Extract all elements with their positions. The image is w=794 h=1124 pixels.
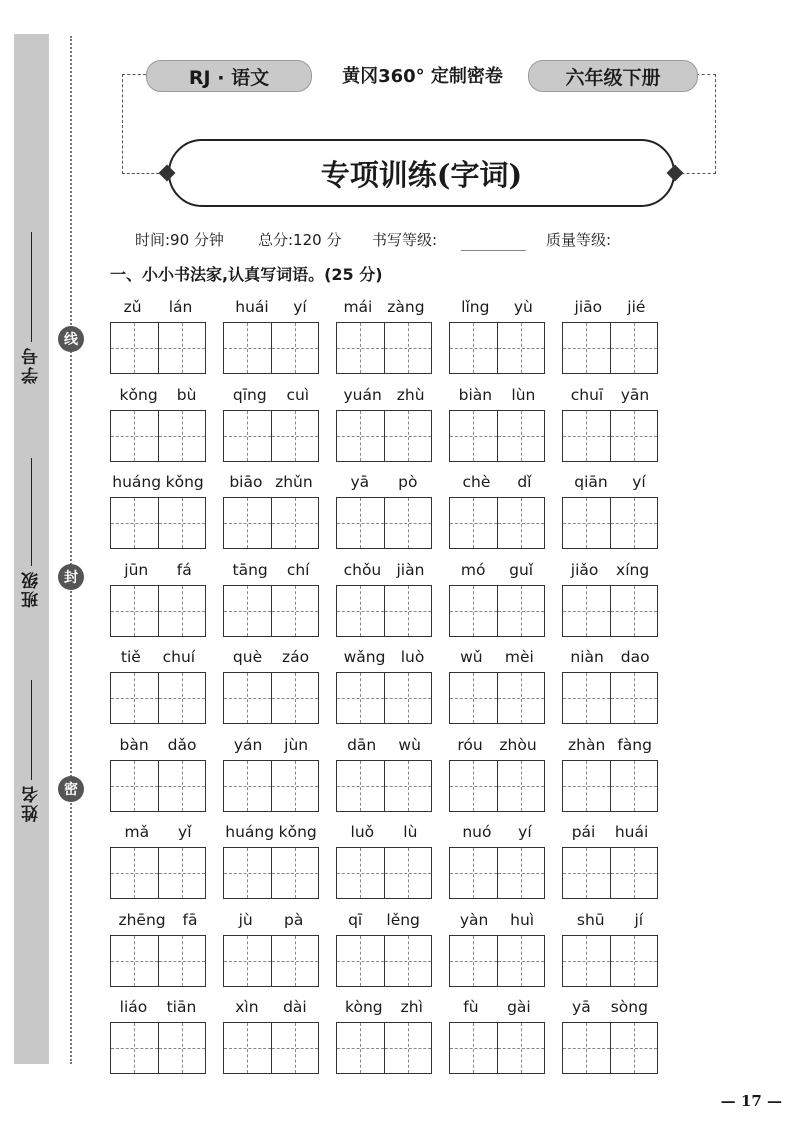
writing-boxes: [449, 672, 545, 724]
writing-boxes: [562, 672, 658, 724]
writing-cell[interactable]: [384, 672, 432, 724]
writing-cell[interactable]: [158, 497, 206, 549]
writing-boxes: [110, 760, 206, 812]
writing-boxes: [336, 935, 432, 987]
writing-grade-info: 书写等级:: [372, 231, 438, 249]
writing-cell[interactable]: [158, 847, 206, 899]
pinyin: [223, 471, 319, 493]
writing-cell[interactable]: [610, 410, 658, 462]
pinyin-syllable: sòng: [610, 998, 648, 1016]
pinyin-syllable: wǎng: [343, 648, 386, 666]
pinyin-syllable: yí: [293, 298, 307, 316]
pinyin: [110, 821, 206, 843]
page-number: — 17 —: [720, 1092, 782, 1110]
writing-boxes: [562, 760, 658, 812]
pinyin-syllable: wǔ: [460, 648, 483, 666]
name-field: [14, 680, 49, 822]
writing-cell[interactable]: [158, 585, 206, 637]
pinyin-syllable: yàn: [459, 910, 489, 929]
pinyin: [110, 996, 206, 1018]
writing-boxes: [449, 585, 545, 637]
pinyin: [449, 646, 545, 668]
pinyin-syllable: huái: [235, 298, 269, 316]
pinyin-syllable: lán: [168, 298, 193, 316]
pinyin: [336, 559, 432, 581]
writing-boxes: [223, 1022, 319, 1074]
pinyin-syllable: zhù: [396, 385, 425, 404]
pinyin-syllable: fá: [176, 560, 192, 579]
writing-boxes: [449, 410, 545, 462]
cut-line: [70, 36, 72, 1064]
writing-cell[interactable]: [271, 585, 319, 637]
writing-cell[interactable]: [562, 410, 610, 462]
writing-boxes: [223, 410, 319, 462]
writing-boxes: [223, 585, 319, 637]
pinyin-syllable: huáng: [225, 823, 275, 841]
writing-boxes: [223, 497, 319, 549]
pinyin-syllable: huái: [614, 823, 649, 841]
pinyin: [223, 734, 319, 756]
writing-boxes: [336, 410, 432, 462]
header-connector: [122, 74, 123, 174]
writing-cell[interactable]: [562, 935, 610, 987]
pinyin-syllable: róu: [457, 735, 483, 754]
pinyin: [110, 734, 206, 756]
writing-cell[interactable]: [336, 410, 384, 462]
pinyin-syllable: jié: [627, 298, 646, 316]
pinyin-syllable: chè: [462, 473, 491, 491]
writing-cell[interactable]: [223, 585, 271, 637]
pinyin: [223, 996, 319, 1018]
pinyin-syllable: mèi: [504, 648, 534, 666]
pinyin-syllable: zhòu: [499, 735, 537, 754]
page-title: 专项训练(字词): [168, 139, 675, 207]
writing-cell[interactable]: [497, 1022, 545, 1074]
pinyin-syllable: jiāo: [574, 298, 603, 316]
pinyin: [449, 909, 545, 931]
writing-cell[interactable]: [562, 672, 610, 724]
pinyin: [223, 909, 319, 931]
pinyin-syllable: záo: [281, 648, 310, 666]
writing-cell[interactable]: [449, 410, 497, 462]
pinyin-syllable: shū: [576, 910, 605, 929]
writing-boxes: [223, 847, 319, 899]
pinyin: [336, 296, 432, 318]
writing-cell[interactable]: [384, 585, 432, 637]
writing-boxes: [336, 672, 432, 724]
pinyin-syllable: zhēng: [118, 910, 166, 929]
writing-cell[interactable]: [110, 760, 158, 812]
writing-boxes: [336, 322, 432, 374]
name-label: 姓名: [22, 784, 42, 822]
writing-cell[interactable]: [497, 672, 545, 724]
writing-cell[interactable]: [158, 935, 206, 987]
section-heading: 一、小小书法家,认真写词语。(25 分): [110, 265, 383, 284]
writing-cell[interactable]: [223, 847, 271, 899]
writing-cell[interactable]: [110, 847, 158, 899]
writing-boxes: [562, 585, 658, 637]
pinyin: [449, 996, 545, 1018]
writing-cell[interactable]: [271, 1022, 319, 1074]
writing-cell[interactable]: [497, 760, 545, 812]
pinyin-syllable: dǐ: [517, 473, 532, 491]
pinyin: [449, 559, 545, 581]
pinyin-syllable: huáng: [112, 473, 162, 491]
writing-cell[interactable]: [271, 497, 319, 549]
writing-boxes: [562, 322, 658, 374]
header-connector: [696, 74, 716, 75]
pinyin-syllable: mǎ: [124, 823, 150, 841]
writing-cell[interactable]: [497, 322, 545, 374]
writing-boxes: [110, 585, 206, 637]
pinyin-syllable: chǒu: [343, 560, 382, 579]
writing-boxes: [336, 585, 432, 637]
writing-boxes: [336, 497, 432, 549]
writing-cell[interactable]: [610, 935, 658, 987]
writing-boxes: [223, 935, 319, 987]
pinyin-syllable: wù: [398, 735, 421, 754]
header-connector: [122, 74, 146, 75]
writing-cell[interactable]: [610, 760, 658, 812]
writing-cell[interactable]: [384, 1022, 432, 1074]
writing-cell[interactable]: [110, 585, 158, 637]
writing-cell[interactable]: [223, 935, 271, 987]
student-id-field: [14, 232, 49, 384]
pinyin-syllable: chí: [286, 560, 310, 579]
pinyin: [336, 734, 432, 756]
writing-cell[interactable]: [610, 847, 658, 899]
writing-cell[interactable]: [562, 1022, 610, 1074]
pinyin-syllable: guǐ: [509, 560, 534, 579]
pinyin-syllable: biàn: [458, 385, 493, 404]
pinyin: [449, 384, 545, 406]
subject-badge: RJ · 语文: [146, 60, 312, 92]
writing-boxes: [110, 847, 206, 899]
writing-cell[interactable]: [610, 497, 658, 549]
pinyin: [110, 296, 206, 318]
writing-cell[interactable]: [158, 1022, 206, 1074]
writing-boxes: [110, 935, 206, 987]
writing-grade-blank: [461, 250, 526, 251]
writing-cell[interactable]: [223, 322, 271, 374]
writing-cell[interactable]: [384, 322, 432, 374]
pinyin-syllable: tiān: [166, 998, 197, 1016]
pinyin-syllable: chuī: [570, 385, 604, 404]
writing-boxes: [562, 847, 658, 899]
pinyin-syllable: jù: [238, 910, 253, 929]
writing-cell[interactable]: [497, 585, 545, 637]
pinyin-syllable: yuán: [343, 385, 382, 404]
pinyin-syllable: lǐng: [461, 298, 490, 316]
writing-boxes: [223, 322, 319, 374]
writing-cell[interactable]: [336, 1022, 384, 1074]
series-title: 黄冈360° 定制密卷: [342, 66, 503, 87]
pinyin: [110, 559, 206, 581]
pinyin: [336, 909, 432, 931]
pinyin-syllable: zhàn: [568, 735, 606, 754]
writing-cell[interactable]: [271, 410, 319, 462]
pinyin: [449, 821, 545, 843]
seal-seal: 封: [58, 564, 84, 590]
pinyin-syllable: huì: [510, 910, 535, 929]
pinyin-syllable: yā: [350, 473, 370, 491]
pinyin-syllable: jiǎo: [570, 560, 599, 579]
pinyin-syllable: yān: [620, 385, 650, 404]
pinyin-syllable: xìn: [235, 998, 259, 1016]
pinyin-syllable: qiān: [574, 473, 608, 491]
header-connector: [715, 74, 716, 174]
pinyin: [562, 559, 658, 581]
pinyin-syllable: yí: [518, 823, 532, 841]
writing-cell[interactable]: [223, 672, 271, 724]
pinyin-syllable: liáo: [119, 998, 148, 1016]
writing-cell[interactable]: [336, 322, 384, 374]
writing-cell[interactable]: [449, 322, 497, 374]
writing-cell[interactable]: [271, 672, 319, 724]
pinyin-syllable: lěng: [386, 910, 420, 929]
writing-cell[interactable]: [223, 497, 271, 549]
pinyin-syllable: què: [232, 648, 263, 666]
pinyin-syllable: chuí: [162, 648, 196, 666]
pinyin: [562, 996, 658, 1018]
pinyin: [562, 296, 658, 318]
writing-boxes: [449, 935, 545, 987]
writing-cell[interactable]: [497, 497, 545, 549]
writing-boxes: [336, 847, 432, 899]
writing-cell[interactable]: [610, 322, 658, 374]
writing-boxes: [110, 497, 206, 549]
writing-boxes: [562, 410, 658, 462]
writing-cell[interactable]: [223, 410, 271, 462]
writing-cell[interactable]: [223, 1022, 271, 1074]
writing-cell[interactable]: [336, 585, 384, 637]
writing-boxes: [449, 1022, 545, 1074]
writing-boxes: [110, 322, 206, 374]
pinyin-syllable: pái: [571, 823, 596, 841]
quality-grade-info: 质量等级:: [546, 231, 612, 249]
writing-cell[interactable]: [110, 497, 158, 549]
writing-cell[interactable]: [384, 410, 432, 462]
pinyin-syllable: bù: [176, 385, 197, 404]
pinyin-syllable: yā: [572, 998, 591, 1016]
writing-cell[interactable]: [336, 672, 384, 724]
pinyin-syllable: lù: [403, 823, 418, 841]
pinyin-syllable: yí: [632, 473, 646, 491]
pinyin: [223, 821, 319, 843]
writing-cell[interactable]: [562, 585, 610, 637]
pinyin-syllable: biāo: [229, 473, 263, 491]
pinyin-syllable: fù: [463, 998, 479, 1016]
pinyin: [223, 646, 319, 668]
pinyin: [110, 646, 206, 668]
writing-cell[interactable]: [562, 847, 610, 899]
pinyin-syllable: dān: [347, 735, 377, 754]
writing-cell[interactable]: [449, 672, 497, 724]
pinyin: [449, 296, 545, 318]
writing-cell[interactable]: [110, 1022, 158, 1074]
score-info: 总分:120 分: [258, 231, 342, 249]
pinyin: [110, 471, 206, 493]
writing-cell[interactable]: [271, 847, 319, 899]
pinyin: [562, 471, 658, 493]
pinyin-syllable: kǒng: [165, 473, 204, 491]
writing-cell[interactable]: [158, 672, 206, 724]
pinyin-syllable: pò: [398, 473, 418, 491]
pinyin-syllable: kǒng: [278, 823, 317, 841]
writing-boxes: [336, 1022, 432, 1074]
writing-cell[interactable]: [610, 1022, 658, 1074]
pinyin-syllable: qī: [348, 910, 363, 929]
pinyin-syllable: fā: [182, 910, 198, 929]
pinyin-syllable: fàng: [617, 735, 652, 754]
pinyin-syllable: tiě: [120, 648, 141, 666]
pinyin: [336, 646, 432, 668]
pinyin-syllable: zhǔn: [275, 473, 313, 491]
writing-cell[interactable]: [384, 847, 432, 899]
seal-secret: 密: [58, 776, 84, 802]
writing-cell[interactable]: [158, 410, 206, 462]
pinyin: [562, 734, 658, 756]
writing-boxes: [562, 497, 658, 549]
writing-boxes: [223, 760, 319, 812]
pinyin-syllable: yán: [233, 735, 263, 754]
pinyin: [449, 471, 545, 493]
pinyin: [562, 909, 658, 931]
pinyin-syllable: jiàn: [396, 560, 425, 579]
grade-badge: 六年级下册: [528, 60, 698, 92]
pinyin-syllable: tāng: [232, 560, 268, 579]
writing-cell[interactable]: [449, 497, 497, 549]
writing-cell[interactable]: [562, 497, 610, 549]
writing-cell[interactable]: [610, 672, 658, 724]
writing-cell[interactable]: [158, 760, 206, 812]
pinyin-syllable: zǔ: [123, 298, 142, 316]
pinyin-syllable: dài: [283, 998, 307, 1016]
writing-cell[interactable]: [497, 410, 545, 462]
writing-cell[interactable]: [110, 410, 158, 462]
writing-cell[interactable]: [449, 585, 497, 637]
writing-cell[interactable]: [336, 497, 384, 549]
pinyin-syllable: dao: [620, 648, 650, 666]
writing-cell[interactable]: [158, 322, 206, 374]
writing-boxes: [110, 672, 206, 724]
pinyin-syllable: dǎo: [167, 735, 197, 754]
writing-cell[interactable]: [384, 935, 432, 987]
class-label: 班级: [22, 570, 42, 608]
writing-cell[interactable]: [336, 847, 384, 899]
pinyin-syllable: jí: [634, 910, 644, 929]
pinyin-syllable: yǐ: [178, 823, 192, 841]
pinyin: [336, 821, 432, 843]
writing-cell[interactable]: [271, 322, 319, 374]
writing-cell[interactable]: [610, 585, 658, 637]
pinyin-syllable: zhì: [400, 998, 423, 1016]
pinyin-syllable: kòng: [345, 998, 383, 1016]
writing-cell[interactable]: [110, 672, 158, 724]
writing-cell[interactable]: [336, 935, 384, 987]
writing-cell[interactable]: [497, 935, 545, 987]
class-field: [14, 458, 49, 608]
writing-cell[interactable]: [562, 322, 610, 374]
writing-cell[interactable]: [449, 1022, 497, 1074]
writing-boxes: [449, 760, 545, 812]
pinyin-syllable: kǒng: [119, 385, 158, 404]
pinyin-syllable: lùn: [511, 385, 536, 404]
writing-cell[interactable]: [449, 935, 497, 987]
pinyin: [110, 384, 206, 406]
writing-boxes: [562, 935, 658, 987]
pinyin-syllable: cuì: [286, 385, 310, 404]
pinyin-syllable: bàn: [119, 735, 149, 754]
pinyin-syllable: qīng: [232, 385, 267, 404]
pinyin-syllable: luò: [400, 648, 425, 666]
pinyin-syllable: niàn: [570, 648, 604, 666]
pinyin: [336, 996, 432, 1018]
pinyin: [110, 909, 206, 931]
pinyin: [223, 559, 319, 581]
writing-cell[interactable]: [449, 847, 497, 899]
seal-line: 线: [58, 326, 84, 352]
pinyin-syllable: mái: [343, 298, 373, 316]
writing-cell[interactable]: [110, 935, 158, 987]
pinyin-syllable: pà: [284, 910, 304, 929]
pinyin-syllable: luǒ: [350, 823, 375, 841]
writing-boxes: [449, 497, 545, 549]
writing-boxes: [449, 322, 545, 374]
pinyin: [562, 384, 658, 406]
time-info: 时间:90 分钟: [135, 231, 224, 249]
writing-cell[interactable]: [271, 935, 319, 987]
pinyin: [336, 471, 432, 493]
pinyin-syllable: xíng: [616, 560, 650, 579]
writing-cell[interactable]: [449, 760, 497, 812]
writing-boxes: [449, 847, 545, 899]
pinyin: [223, 296, 319, 318]
writing-cell[interactable]: [384, 760, 432, 812]
writing-cell[interactable]: [271, 760, 319, 812]
writing-cell[interactable]: [336, 760, 384, 812]
pinyin: [562, 646, 658, 668]
pinyin-syllable: yù: [513, 298, 533, 316]
pinyin-syllable: mó: [460, 560, 486, 579]
pinyin-syllable: nuó: [462, 823, 492, 841]
writing-cell[interactable]: [562, 760, 610, 812]
student-id-label: 学号: [22, 346, 42, 384]
writing-cell[interactable]: [384, 497, 432, 549]
writing-boxes: [110, 1022, 206, 1074]
writing-cell[interactable]: [223, 760, 271, 812]
writing-cell[interactable]: [110, 322, 158, 374]
pinyin: [336, 384, 432, 406]
writing-boxes: [223, 672, 319, 724]
pinyin-syllable: zàng: [387, 298, 425, 316]
pinyin-syllable: gài: [507, 998, 531, 1016]
writing-boxes: [110, 410, 206, 462]
pinyin-syllable: jùn: [284, 735, 309, 754]
writing-cell[interactable]: [497, 847, 545, 899]
pinyin: [449, 734, 545, 756]
writing-boxes: [336, 760, 432, 812]
pinyin-syllable: jūn: [124, 560, 149, 579]
pinyin: [562, 821, 658, 843]
writing-boxes: [562, 1022, 658, 1074]
pinyin: [223, 384, 319, 406]
